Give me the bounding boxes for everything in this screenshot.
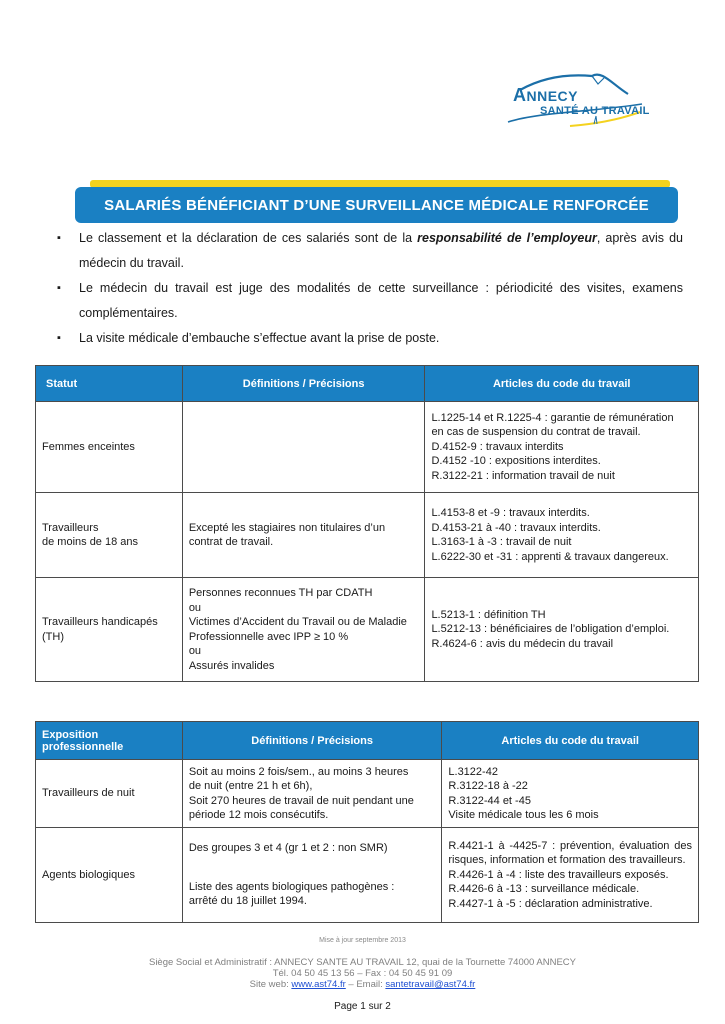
- exposure-table: [35, 721, 699, 923]
- table-row: [36, 493, 699, 578]
- articles-cell: L.5213-1 : définition TH L.5212-13 : bénéficiaires de l’obligation d’emploi. R.4624-6 : avis du médecin du travail: [425, 578, 699, 682]
- table-row: [36, 828, 699, 923]
- articles-cell: L.1225-14 et R.1225-4 : garantie de rémunération en cas de suspension du contrat de travail. D.4152-9 : travaux interdits D.4152 -10 : expositions interdites. R.3122-21 : information travail de nuit: [425, 402, 699, 493]
- table-row: [36, 578, 699, 682]
- definitions-cell: Soit au moins 2 fois/sem., au moins 3 heures de nuit (entre 21 h et 6h), Soit 270 heures de travail de nuit pendant une période 12 mois consécutifs.: [182, 760, 442, 828]
- exposure-cell: Travailleurs de nuit: [36, 760, 183, 828]
- table-header-row: [36, 366, 699, 402]
- articles-cell: L.3122-42 R.3122-18 à -22 R.3122-44 et -45 Visite médicale tous les 6 mois: [442, 760, 699, 828]
- definitions-cell: Personnes reconnues TH par CDATH ou Victimes d’Accident du Travail ou de Maladie Professionnelle avec IPP ≥ 10 % ou Assurés invalides: [182, 578, 425, 682]
- column-header-definitions: Définitions / Précisions: [182, 366, 425, 402]
- footer-address: Siège Social et Administratif : ANNECY SANTE AU TRAVAIL 12, quai de la Tournette 74000 ANNECY: [148, 957, 577, 968]
- articles-cell: R.4421-1 à -4425-7 : prévention, évaluation des risques, information et formation des travailleurs. R.4426-1 à -4 : liste des travailleurs exposés. R.4426-6 à -13 : surveillance médicale. R.4427-1 à -5 : déclaration administrative.: [442, 828, 699, 923]
- bullet-item-hiring-visit: ▪ La visite médicale d’embauche s’effectue avant la prise de poste.: [57, 326, 683, 351]
- column-header-articles: Articles du code du travail: [442, 722, 699, 760]
- footer-contact: Site web: www.ast74.fr – Email: santetravail@ast74.fr: [249, 979, 476, 990]
- status-cell: Femmes enceintes: [36, 402, 183, 493]
- bullet-item-responsibility: ▪ Le classement et la déclaration de ces salariés sont de la responsabilité de l’employeur, après avis du médecin du travail.: [57, 226, 683, 276]
- title-banner: [75, 187, 678, 223]
- definitions-cell: Des groupes 3 et 4 (gr 1 et 2 : non SMR) Liste des agents biologiques pathogènes : arrêté du 18 juillet 1994.: [182, 828, 442, 923]
- logo-line-sante: SANTÉ AU TRAVAIL: [540, 105, 650, 117]
- column-header-status: Statut: [36, 366, 183, 402]
- update-date: Mise à jour septembre 2013: [319, 937, 406, 944]
- column-header-exposure: Exposition professionnelle: [36, 722, 183, 760]
- page-title: SALARIÉS BÉNÉFICIANT D’UNE SURVEILLANCE MÉDICALE RENFORCÉE: [104, 196, 649, 214]
- table-header-row: [36, 722, 699, 760]
- website-link[interactable]: www.ast74.fr: [291, 979, 346, 990]
- table-row: [36, 402, 699, 493]
- definitions-cell: Excepté les stagiaires non titulaires d’un contrat de travail.: [182, 493, 425, 578]
- company-logo: [500, 72, 660, 142]
- status-cell: Travailleurs handicapés (TH): [36, 578, 183, 682]
- column-header-definitions: Définitions / Précisions: [182, 722, 442, 760]
- definitions-cell: [182, 402, 425, 493]
- exposure-cell: Agents biologiques: [36, 828, 183, 923]
- articles-cell: L.4153-8 et -9 : travaux interdits. D.4153-21 à -40 : travaux interdits. L.3163-1 à -3 : travail de nuit L.6222-30 et -31 : apprenti & travaux dangereux.: [425, 493, 699, 578]
- status-cell: Travailleurs de moins de 18 ans: [36, 493, 183, 578]
- column-header-articles: Articles du code du travail: [425, 366, 699, 402]
- logo-line-annecy: ANNECY: [513, 85, 579, 105]
- page-number: Page 1 sur 2: [334, 1001, 391, 1012]
- intro-bullet-list: [57, 226, 683, 351]
- table-row: [36, 760, 699, 828]
- status-table: [35, 365, 699, 682]
- bullet-item-judge: ▪ Le médecin du travail est juge des modalités de cette surveillance : périodicité des visites, examens complémentaires.: [57, 276, 683, 326]
- footer-phone: Tél. 04 50 45 13 56 – Fax : 04 50 45 91 09: [272, 968, 453, 979]
- email-link[interactable]: santetravail@ast74.fr: [385, 979, 476, 990]
